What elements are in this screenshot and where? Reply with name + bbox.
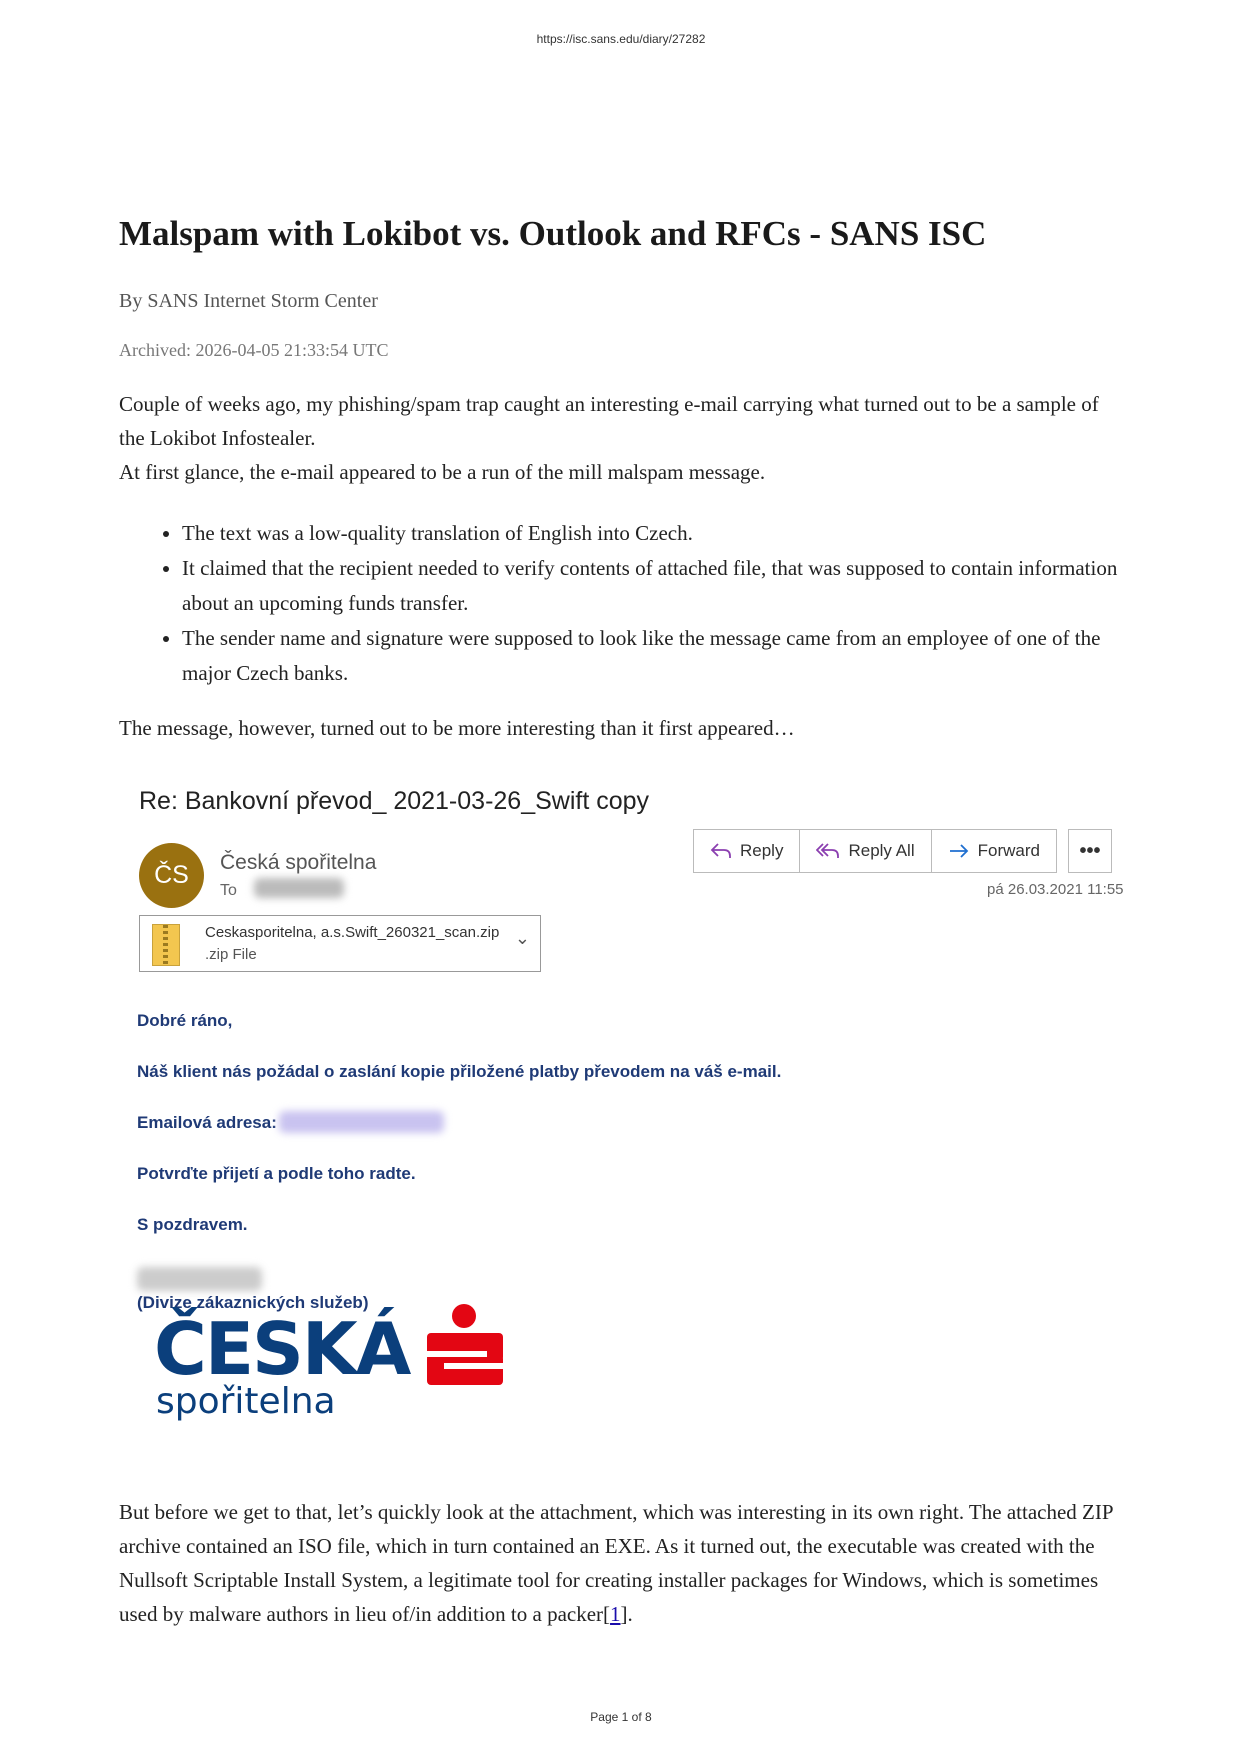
closing-paragraph: But before we get to that, let’s quickly look at the attachment, which was interesting in its own right. The attached ZIP archive contained an ISO file, which in turn contained an EXE. As it turned out, the executable was created with the Nullsoft Scriptable Install System, a legitimate tool for creating installer packages for Windows, which is sometimes used by malware authors in lieu of/in addition to a packer[1]. bbox=[119, 1500, 1113, 1626]
list-item: • The sender name and signature were supposed to look like the message came from an employee of one of the major Czech banks. bbox=[182, 621, 1129, 691]
list-item: • It claimed that the recipient needed to verify contents of attached file, that was supposed to contain information about an upcoming funds transfer. bbox=[182, 551, 1129, 621]
archived-timestamp: Archived: 2026-04-05 21:33:54 UTC bbox=[119, 340, 389, 360]
more-actions-button[interactable] bbox=[1068, 829, 1112, 873]
byline: By SANS Internet Storm Center bbox=[119, 290, 378, 312]
chevron-down-icon[interactable]: ⌄ bbox=[514, 928, 530, 948]
email-division: (Divize zákaznických služeb) bbox=[137, 1293, 369, 1312]
email-greeting: Dobré ráno, bbox=[137, 1011, 233, 1030]
reply-all-icon bbox=[816, 842, 840, 860]
forward-button[interactable]: Forward bbox=[931, 829, 1057, 873]
page-title: Malspam with Lokibot vs. Outlook and RFCs - SANS ISC bbox=[119, 214, 987, 253]
redacted-email-address bbox=[279, 1111, 444, 1133]
list-item: • The text was a low-quality translation of English into Czech. bbox=[182, 516, 1129, 551]
ellipsis-icon: ••• bbox=[1079, 839, 1101, 862]
observation-list bbox=[119, 516, 1129, 691]
email-subject: Re: Bankovní převod_ 2021-03-26_Swift copy bbox=[139, 787, 650, 815]
email-regards: S pozdravem. bbox=[137, 1215, 248, 1234]
reply-icon bbox=[710, 842, 732, 860]
email-date: pá 26.03.2021 11:55 bbox=[987, 881, 1124, 898]
recipient-label: To bbox=[220, 882, 237, 899]
email-actions bbox=[693, 829, 1111, 873]
transition-paragraph: The message, however, turned out to be more interesting than it first appeared… bbox=[119, 716, 795, 740]
email-address-label: Emailová adresa: bbox=[137, 1113, 277, 1132]
zip-file-icon bbox=[152, 924, 180, 966]
intro-paragraph-2: At first glance, the e-mail appeared to be a run of the mill malspam message. bbox=[119, 460, 766, 484]
forward-icon bbox=[948, 842, 970, 860]
avatar: ČS bbox=[139, 843, 204, 908]
email-screenshot bbox=[119, 773, 1129, 1473]
logo-wordmark: ČESKÁ bbox=[154, 1307, 410, 1391]
reply-button[interactable]: Reply bbox=[693, 829, 800, 873]
intro-paragraph: Couple of weeks ago, my phishing/spam trap caught an interesting e-mail carrying what turned out to be a sample of the Lokibot Infostealer. bbox=[119, 392, 1099, 450]
page-url: https://isc.sans.edu/diary/27282 bbox=[536, 32, 706, 46]
bank-s-logo-icon bbox=[424, 1303, 504, 1395]
page-footer: Page 1 of 8 bbox=[590, 1710, 652, 1724]
attachment-card[interactable] bbox=[139, 915, 541, 972]
reply-all-button[interactable]: Reply All bbox=[799, 829, 931, 873]
attachment-type: .zip File bbox=[205, 946, 257, 963]
logo-subtitle: spořitelna bbox=[156, 1381, 336, 1422]
email-body-line: Potvrďte přijetí a podle toho radte. bbox=[137, 1164, 416, 1183]
email-body-line: Náš klient nás požádal o zaslání kopie přiložené platby převodem na váš e-mail. bbox=[137, 1062, 782, 1081]
sender-name: Česká spořitelna bbox=[220, 851, 377, 874]
ceska-sporitelna-logo bbox=[154, 1307, 410, 1422]
redacted-signature-name bbox=[137, 1267, 262, 1291]
redacted-recipient bbox=[254, 878, 344, 898]
attachment-name: Ceskasporitelna, a.s.Swift_260321_scan.zip bbox=[205, 924, 500, 941]
reference-link-1[interactable]: 1 bbox=[610, 1602, 621, 1626]
